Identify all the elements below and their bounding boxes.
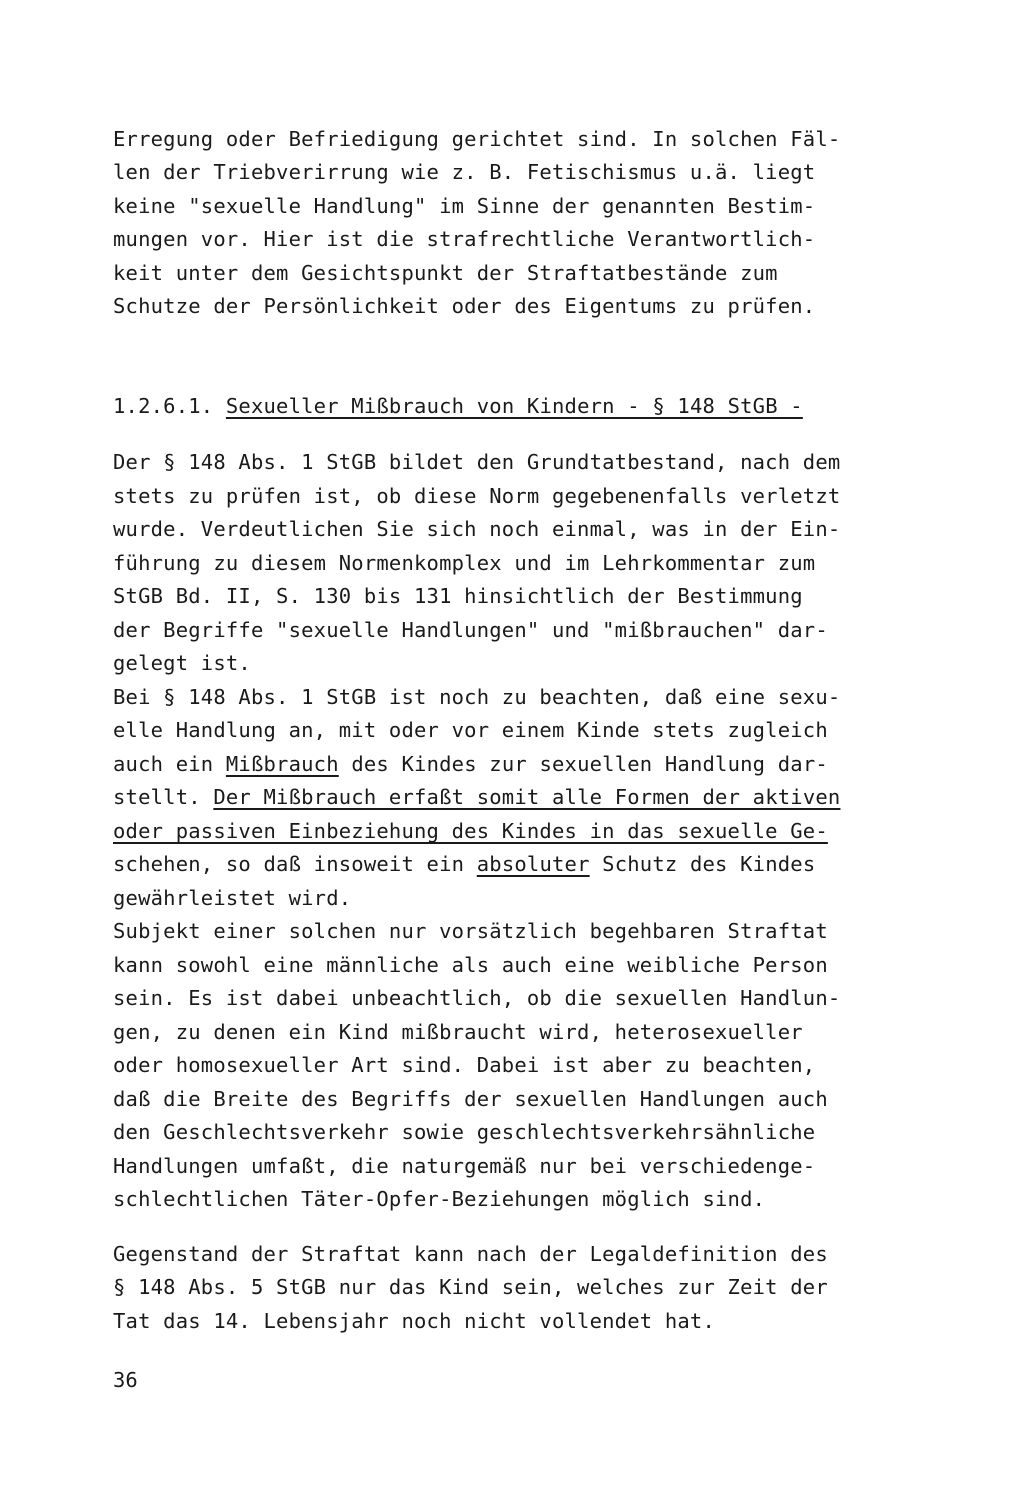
section-title: Sexueller Mißbrauch von Kindern - § 148 StGB -	[225, 394, 803, 418]
paragraph-line: Handlungen umfaßt, die naturgemäß nur bei verschiedenge-	[113, 1154, 816, 1178]
paragraph-line: Gegenstand der Straftat kann nach der Legaldefinition des	[113, 1242, 828, 1266]
intro-line: keit unter dem Gesichtspunkt der Straftatbestände zum	[113, 261, 778, 285]
page-number: 36	[113, 1368, 138, 1392]
paragraph-line: StGB Bd. II, S. 130 bis 131 hinsichtlich der Bestimmung	[113, 584, 803, 608]
paragraph-line: Der § 148 Abs. 1 StGB bildet den Grundtatbestand, nach dem	[113, 450, 841, 474]
underlined-passage: Der Mißbrauch erfaßt somit alle Formen der aktiven	[213, 785, 841, 809]
paragraph-line: sein. Es ist dabei unbeachtlich, ob die sexuellen Handlun-	[113, 986, 841, 1010]
paragraph-line	[113, 752, 828, 776]
paragraph-line: wurde. Verdeutlichen Sie sich noch einmal, was in der Ein-	[113, 517, 841, 541]
paragraph-line: § 148 Abs. 5 StGB nur das Kind sein, welches zur Zeit der	[113, 1275, 828, 1299]
paragraph-line	[113, 852, 815, 876]
paragraph-line: daß die Breite des Begriffs der sexuellen Handlungen auch	[113, 1087, 828, 1111]
text-run: Schutz des Kindes	[589, 852, 816, 876]
paragraph-line: stets zu prüfen ist, ob diese Norm gegebenenfalls verletzt	[113, 484, 841, 508]
paragraph-line	[113, 785, 840, 809]
text-run: stellt.	[113, 785, 214, 809]
paragraph-line	[113, 819, 828, 843]
intro-line: len der Triebverirrung wie z. B. Fetischismus u.ä. liegt	[113, 160, 816, 184]
text-run: des Kindes zur sexuellen Handlung dar-	[338, 752, 828, 776]
paragraph-line: Tat das 14. Lebensjahr noch nicht vollendet hat.	[113, 1309, 716, 1333]
paragraph-line: kann sowohl eine männliche als auch eine weibliche Person	[113, 953, 828, 977]
intro-line: Schutze der Persönlichkeit oder des Eigentums zu prüfen.	[113, 294, 816, 318]
text-run: schehen, so daß insoweit ein	[113, 852, 477, 876]
paragraph-line: gen, zu denen ein Kind mißbraucht wird, heterosexueller	[113, 1020, 803, 1044]
paragraph-line: Subjekt einer solchen nur vorsätzlich begehbaren Straftat	[113, 919, 828, 943]
underlined-passage: oder passiven Einbeziehung des Kindes in das sexuelle Ge-	[113, 819, 828, 843]
paragraph-line: oder homosexueller Art sind. Dabei ist aber zu beachten,	[113, 1053, 816, 1077]
paragraph-line: schlechtlichen Täter-Opfer-Beziehungen möglich sind.	[113, 1187, 766, 1211]
underlined-term: absoluter	[476, 852, 590, 876]
intro-line: keine "sexuelle Handlung" im Sinne der genannten Bestim-	[113, 194, 816, 218]
paragraph-line: gewährleistet wird.	[113, 886, 352, 910]
section-heading	[113, 394, 803, 418]
paragraph-line: gelegt ist.	[113, 651, 251, 675]
paragraph-line: führung zu diesem Normenkomplex und im Lehrkommentar zum	[113, 551, 816, 575]
intro-line: Erregung oder Befriedigung gerichtet sind. In solchen Fäl-	[113, 127, 841, 151]
underlined-term: Mißbrauch	[225, 752, 339, 776]
intro-line: mungen vor. Hier ist die strafrechtliche Verantwortlich-	[113, 227, 816, 251]
paragraph-line: den Geschlechtsverkehr sowie geschlechtsverkehrsähnliche	[113, 1120, 816, 1144]
paragraph-line: Bei § 148 Abs. 1 StGB ist noch zu beachten, daß eine sexu-	[113, 685, 841, 709]
paragraph-line: elle Handlung an, mit oder vor einem Kinde stets zugleich	[113, 718, 828, 742]
section-number: 1.2.6.1.	[113, 394, 214, 418]
paragraph-line: der Begriffe "sexuelle Handlungen" und "mißbrauchen" dar-	[113, 618, 828, 642]
text-run: auch ein	[113, 752, 226, 776]
